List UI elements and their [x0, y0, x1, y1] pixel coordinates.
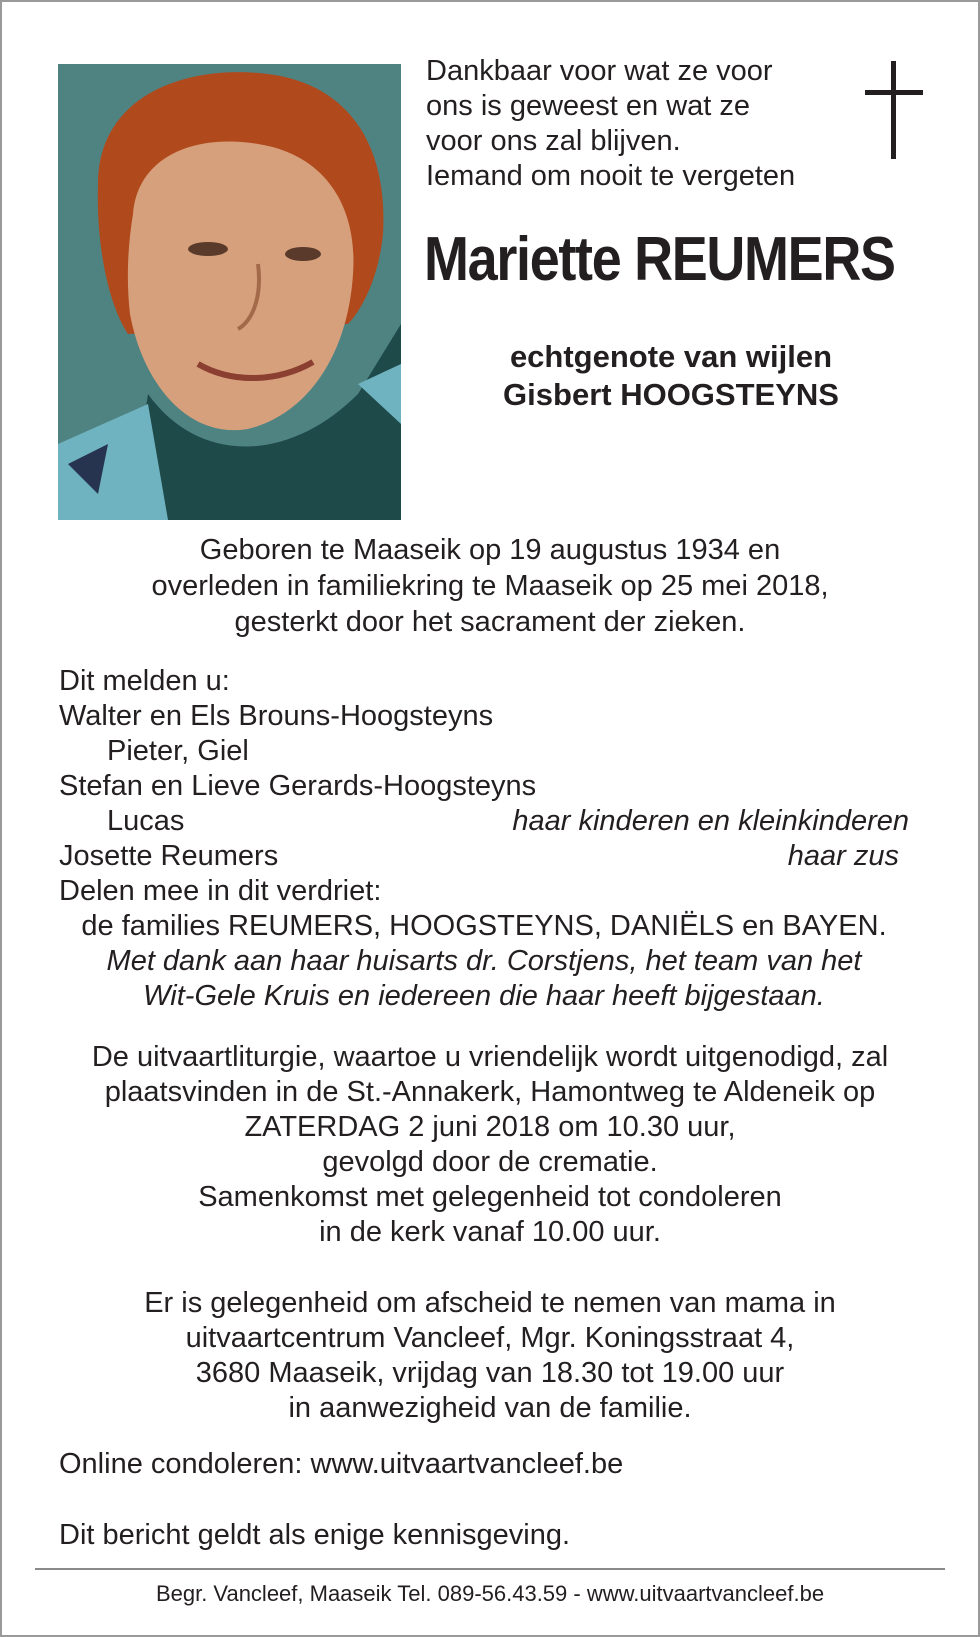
family-2-row [59, 804, 909, 839]
farewell-line: uitvaartcentrum Vancleef, Mgr. Koningsstraat 4, [185, 1322, 795, 1354]
ceremony-line: in de kerk vanaf 10.00 uur. [319, 1216, 661, 1248]
ceremony-line: Samenkomst met gelegenheid tot condoleren [198, 1181, 782, 1213]
online-condolence: Online condoleren: www.uitvaartvancleef.be [59, 1448, 624, 1480]
thanks-line: Wit-Gele Kruis en iedereen die haar heeft bijgestaan. [143, 980, 825, 1012]
motto-line: voor ons zal blijven. [426, 125, 681, 157]
motto-line: Iemand om nooit te vergeten [426, 160, 796, 192]
announcement-block [59, 664, 909, 1014]
sister-row [59, 839, 909, 874]
ceremony-line: plaatsvinden in de St.-Annakerk, Hamontweg te Aldeneik op [104, 1076, 876, 1108]
sister-role: haar zus [787, 840, 899, 872]
farewell-line: Er is gelegenheid om afscheid te nemen van mama in [144, 1287, 836, 1319]
farewell-line: in aanwezigheid van de familie. [288, 1392, 692, 1424]
motto-line: Dankbaar voor wat ze voor [426, 55, 773, 87]
motto-line: ons is geweest en wat ze [426, 90, 751, 122]
family-2-grandchildren: Lucas [107, 805, 185, 837]
children-role: haar kinderen en kleinkinderen [512, 805, 909, 837]
deceased-name: Mariette REUMERS [424, 225, 895, 294]
farewell-line: 3680 Maaseik, vrijdag van 18.30 tot 19.00 uur [195, 1357, 785, 1389]
latin-cross-icon [865, 61, 923, 159]
footer-divider [35, 1568, 945, 1570]
farewell-text [20, 1286, 960, 1426]
thanks-line: Met dank aan haar huisarts dr. Corstjens, het team van het [106, 945, 862, 977]
motto-text [426, 54, 795, 194]
ceremony-line: De uitvaartliturgie, waartoe u vriendelijk wordt uitgenodigd, zal [91, 1041, 889, 1073]
sacrament-line: gesterkt door het sacrament der zieken. [234, 606, 746, 638]
funeral-home-footer: Begr. Vancleef, Maaseik Tel. 089-56.43.59 - www.uitvaartvancleef.be [155, 1581, 825, 1606]
portrait-photo [58, 64, 401, 520]
share-intro: Delen mee in dit verdriet: [59, 875, 382, 907]
ceremony-text [20, 1040, 960, 1250]
families-list: de families REUMERS, HOOGSTEYNS, DANIËLS en BAYEN. [81, 910, 887, 942]
ceremony-line: gevolgd door de crematie. [322, 1146, 658, 1178]
announce-intro: Dit melden u: [59, 665, 230, 697]
birth-death-text [40, 532, 940, 640]
death-line: overleden in familiekring te Maaseik op 25 mei 2018, [151, 570, 829, 602]
family-1: Walter en Els Brouns-Hoogsteyns [59, 700, 494, 732]
birth-line: Geboren te Maaseik op 19 augustus 1934 en [199, 534, 781, 566]
family-2: Stefan en Lieve Gerards-Hoogsteyns [59, 770, 537, 802]
spouse-name: Gisbert HOOGSTEYNS [503, 377, 839, 412]
relation-text: echtgenote van wijlen [509, 339, 833, 374]
sister-name: Josette Reumers [59, 840, 279, 872]
notice-text: Dit bericht geldt als enige kennisgeving. [59, 1519, 571, 1551]
ceremony-line: ZATERDAG 2 juni 2018 om 10.30 uur, [244, 1111, 736, 1143]
family-1-grandchildren: Pieter, Giel [107, 735, 249, 767]
spouse-block [426, 338, 916, 414]
